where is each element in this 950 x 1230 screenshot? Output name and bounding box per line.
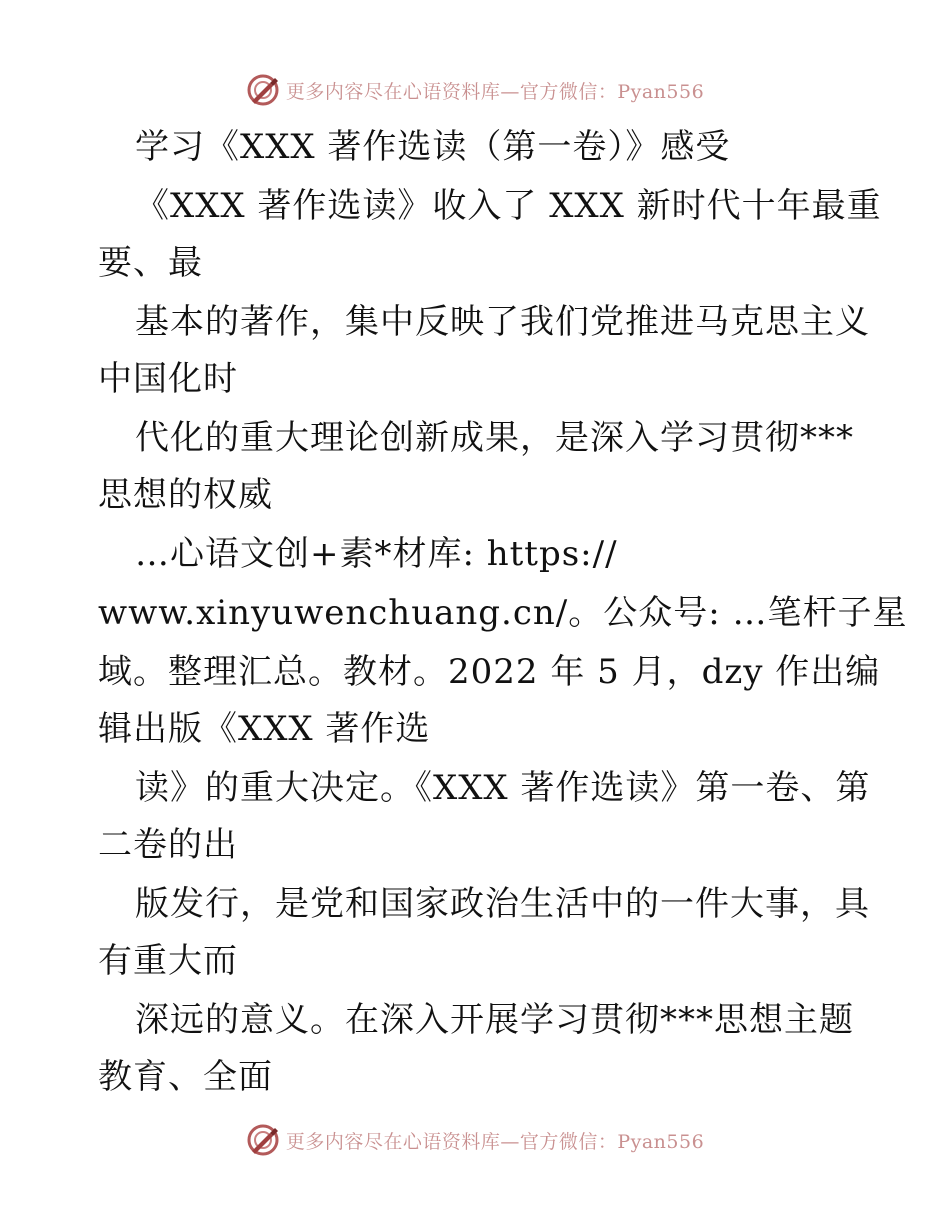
- header-banner-text: 更多内容尽在心语资料库—官方微信：Pyan556: [285, 80, 705, 103]
- paragraph-line: 要、最: [98, 243, 203, 283]
- paragraph-line: 辑出版《XXX 著作选: [98, 709, 431, 749]
- header-banner: [0, 70, 950, 110]
- paragraph-line: 基本的著作，集中反映了我们党推进马克思主义: [135, 302, 870, 342]
- pen-logo-icon: [246, 73, 280, 107]
- footer-banner: [0, 1120, 950, 1160]
- paragraph-line: 域。整理汇总。教材。2022 年 5 月，dzy 作出编: [98, 652, 881, 692]
- paragraph-line: 二卷的出: [98, 825, 238, 865]
- footer-banner-text: 更多内容尽在心语资料库—官方微信：Pyan556: [285, 1130, 705, 1153]
- paragraph-line: 思想的权威: [98, 475, 273, 515]
- paragraph-line: 《XXX 著作选读》收入了 XXX 新时代十年最重: [135, 186, 882, 226]
- paragraph-line: 深远的意义。在深入开展学习贯彻***思想主题: [135, 1000, 854, 1040]
- paragraph-line: 代化的重大理论创新成果，是深入学习贯彻***: [135, 418, 854, 458]
- paragraph-line: 读》的重大决定。《XXX 著作选读》第一卷、第: [135, 768, 871, 808]
- pen-logo-icon: [246, 1123, 280, 1157]
- paragraph-line: 中国化时: [98, 359, 238, 399]
- paragraph-line: …心语文创+素*材库: https://: [135, 534, 618, 574]
- paragraph-line: www.xinyuwenchuang.cn/。公众号: …笔杆子星: [98, 593, 908, 633]
- paragraph-line: 有重大而: [98, 941, 238, 981]
- paragraph-line: 版发行，是党和国家政治生活中的一件大事，具: [135, 884, 870, 924]
- document-title: 学习《XXX 著作选读（第一卷）》感受: [135, 127, 731, 167]
- paragraph-line: 教育、全面: [98, 1057, 273, 1097]
